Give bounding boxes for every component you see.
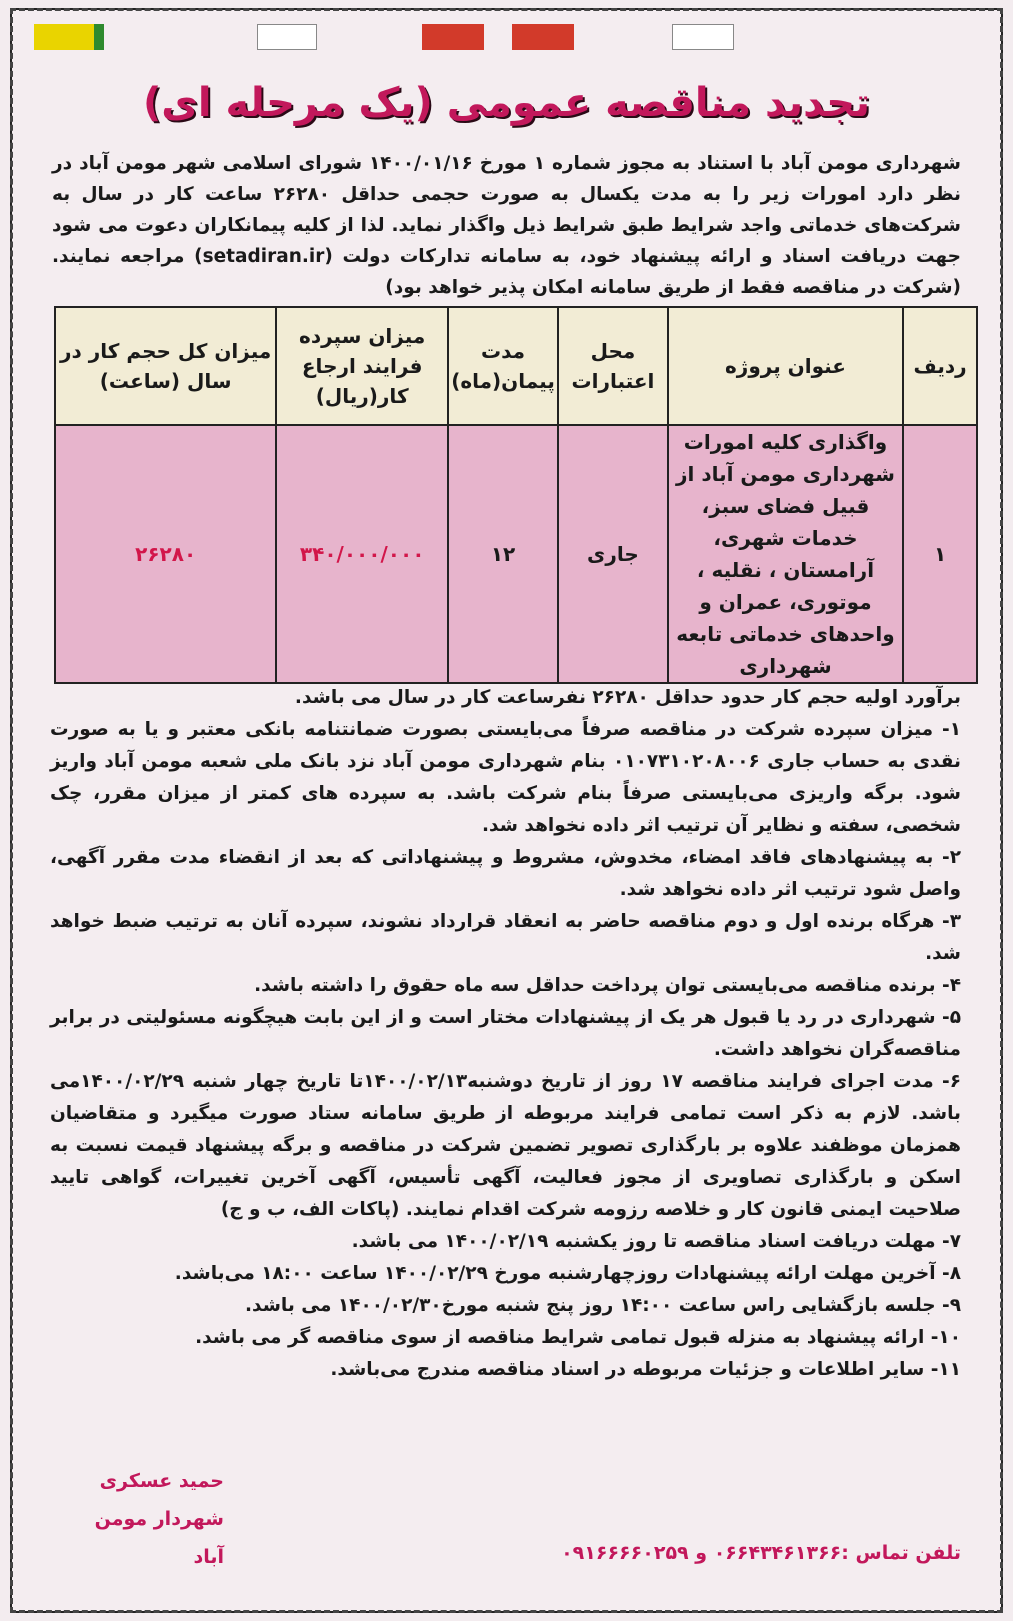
contact-phone: تلفن تماس :۰۶۶۴۳۴۶۱۳۶۶ و ۰۹۱۶۶۶۶۰۲۵۹ (561, 1542, 961, 1564)
color-bar-white-1 (257, 24, 317, 50)
clause-7: ۷- مهلت دریافت اسناد مناقصه تا روز یکشنبه ۱۴۰۰/۰۲/۱۹ می باشد. (351, 1231, 961, 1252)
col-header-funding-source: محل اعتبارات (558, 307, 668, 425)
col-header-contract-duration: مدت پیمان(ماه) (448, 307, 558, 425)
col-header-annual-work-volume: میزان کل حجم کار در سال (ساعت) (55, 307, 276, 425)
col-header-project-title: عنوان پروژه (668, 307, 903, 425)
cell-annual-work-volume: ۲۶۲۸۰ (55, 425, 276, 683)
color-bar-red-1 (422, 24, 484, 50)
advertisement-page (10, 8, 1003, 1613)
table-row (55, 425, 977, 683)
estimate-text: برآورد اولیه حجم کار حدود حداقل ۲۶۲۸۰ نفرساعت کار در سال می باشد. (294, 687, 961, 708)
signature-block (64, 1462, 224, 1576)
clause-11: ۱۱- سایر اطلاعات و جزئیات مربوطه در اسناد مناقصه مندرج می‌باشد. (330, 1359, 961, 1380)
cell-contract-duration: ۱۲ (448, 425, 558, 683)
clause-8: ۸- آخرین مهلت ارائه پیشنهادات روزچهارشنبه مورخ ۱۴۰۰/۰۲/۲۹ ساعت ۱۸:۰۰ می‌باشد. (174, 1263, 961, 1284)
clause-9: ۹- جلسه بازگشایی راس ساعت ۱۴:۰۰ روز پنج شنبه مورخ۱۴۰۰/۰۲/۳۰ می باشد. (245, 1295, 961, 1316)
intro-paragraph: شهرداری مومن آباد با استناد به مجوز شماره ۱ مورخ ۱۴۰۰/۰۱/۱۶ شورای اسلامی شهر مومن آباد در نظر دارد امورات زیر را به مدت یکسال به صورت حجمی حداقل ۲۶۲۸۰ ساعت کار در سال به شرکت‌های خدماتی واجد شرایط طبق شرایط ذیل واگذار نماید. لذا از کلیه پیمانکاران دعوت می شود جهت دریافت اسناد و ارائه پیشنهاد خود، به سامانه تدارکات دولت (setadiran.ir) مراجعه نمایند. (شرکت در مناقصه فقط از طریق سامانه امکان پذیر خواهد بود) (52, 153, 961, 298)
tender-table (54, 306, 978, 684)
signer-name: حمید عسکری (99, 1470, 224, 1492)
clause-2: ۲- به پیشنهادهای فاقد امضاء، مخدوش، مشروط و پیشنهاداتی که بعد از انقضاء مدت مقرر آگهی، واصل شود ترتیب اثر داده نخواهد شد. (50, 847, 961, 900)
signer-role: شهردار مومن آباد (94, 1508, 224, 1568)
table-header-row (55, 307, 977, 425)
color-bar-white-2 (672, 24, 734, 50)
col-header-deposit-amount: میزان سپرده فرایند ارجاع کار(ریال) (276, 307, 448, 425)
col-header-row-number: ردیف (903, 307, 977, 425)
clause-1: ۱- میزان سپرده شرکت در مناقصه صرفاً می‌بایستی بصورت ضمانتنامه بانکی معتبر و یا به صورت نقدی به حساب جاری ۰۱۰۷۳۱۰۲۰۸۰۰۶ بنام شهرداری مومن آباد نزد بانک ملی شعبه مومن آباد واریز شود. برگه واریزی می‌بایستی صرفاً بنام شرکت باشد. به سپرده های کمتر از میزان مقرر، چک شخصی، سفته و نظایر آن ترتیب اثر داده نخواهد شد. (50, 719, 961, 836)
clause-6: ۶- مدت اجرای فرایند مناقصه ۱۷ روز از تاریخ دوشنبه۱۴۰۰/۰۲/۱۳تا تاریخ چهار شنبه ۱۴۰۰/۰۲/۲۹می باشد. لازم به ذکر است تمامی فرایند مربوطه از طریق سامانه ستاد صورت میگیرد و متقاضیان همزمان موظفند علاوه بر بارگذاری تصویر تضمین شرکت در مناقصه و برگه پیشنهاد قیمت نسبت به اسکن و بارگذاری تصاویری از مجوز فعالیت، آگهی تأسیس، آگهی آخرین تغییرات، گواهی تایید صلاحیت ایمنی قانون کار و خلاصه رزومه شرکت اقدام نمایند. (پاکات الف، ب و ج) (50, 1071, 961, 1220)
clause-3: ۳- هرگاه برنده اول و دوم مناقصه حاضر به انعقاد قرارداد نشوند، سپرده آنان به ترتیب ضبط خواهد شد. (50, 911, 961, 964)
color-bar-yellow (34, 24, 104, 50)
page-title: تجدید مناقصه عمومی (یک مرحله ای) (142, 80, 871, 126)
clause-10: ۱۰- ارائه پیشنهاد به منزله قبول تمامی شرایط مناقصه از سوی مناقصه گر می باشد. (195, 1327, 961, 1348)
clause-4: ۴- برنده مناقصه می‌بایستی توان پرداخت حداقل سه ماه حقوق را داشته باشد. (254, 975, 961, 996)
cell-row-number: ۱ (903, 425, 977, 683)
cell-project-title: واگذاری کلیه امورات شهرداری مومن آباد از قبیل فضای سبز، خدمات شهری، آرامستان ، نقلیه ، موتوری، عمران و واحدهای خدماتی تابعه شهرداری (668, 425, 903, 683)
cell-funding-source: جاری (558, 425, 668, 683)
color-bar-red-2 (512, 24, 574, 50)
conditions-section (50, 682, 961, 1386)
clause-5: ۵- شهرداری در رد یا قبول هر یک از پیشنهادات مختار است و از این بابت هیچگونه مسئولیتی در برابر مناقصه‌گران نخواهد داشت. (50, 1007, 961, 1060)
cell-deposit-amount: ۳۴۰/۰۰۰/۰۰۰ (276, 425, 448, 683)
